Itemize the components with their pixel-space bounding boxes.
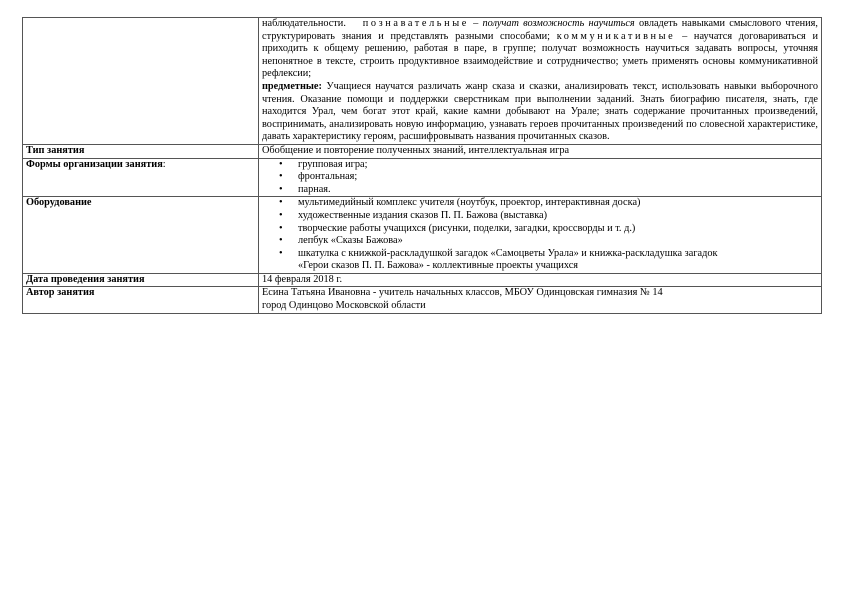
author-value-cell — [259, 287, 822, 313]
author-label: Автор занятия — [23, 287, 259, 313]
list-item: • групповая игра; — [262, 159, 818, 172]
list-item: • лепбук «Сказы Бажова» — [262, 235, 818, 248]
forms-colon: : — [162, 158, 166, 170]
forms-label-cell — [23, 158, 259, 197]
equipment-label: Оборудование — [23, 197, 259, 274]
list-item: • творческие работы учащихся (рисунки, поделки, загадки, кроссворды и т. д.) — [262, 223, 818, 236]
list-item: • парная. — [262, 184, 818, 197]
subject-label: предметные: — [262, 80, 322, 92]
table-row-date — [23, 273, 822, 287]
table-row-results — [23, 18, 822, 145]
forms-value-cell — [259, 158, 822, 197]
list-item: • фронтальная; — [262, 171, 818, 184]
list-item-text: шкатулка с книжкой-раскладушкой загадок «Самоцветы Урала» и книжка-раскладушка загадок — [298, 247, 718, 259]
date-value: 14 февраля 2018 г. — [259, 273, 822, 287]
results-value-cell — [259, 18, 822, 145]
list-item: • художественные издания сказов П. П. Бажова (выставка) — [262, 210, 818, 223]
table-row-author — [23, 287, 822, 313]
lesson-plan-table — [22, 17, 822, 314]
results-paragraph — [262, 18, 818, 81]
type-value: Обобщение и повторение полученных знаний, интеллектуальная игра — [259, 144, 822, 158]
table-row-forms — [23, 158, 822, 197]
author-line-2: город Одинцово Московской области — [262, 300, 426, 312]
equipment-value-cell — [259, 197, 822, 274]
table-row-type — [23, 144, 822, 158]
type-label: Тип занятия — [23, 144, 259, 158]
list-item — [262, 248, 818, 273]
dash: – — [473, 18, 479, 29]
list-item: • мультимедийный комплекс учителя (ноутбук, проектор, интерактивная доска) — [262, 197, 818, 210]
forms-label: Формы организации занятия — [26, 158, 163, 170]
communicative-text: – научатся договариваться и приходить к общему решению, работая в паре, в группе; получат возможность научиться задавать вопросы, уточняя непонятное в тексте, строить продуктивное взаимодействие и сотрудничество; уметь применять основы коммуникативной рефлексии; — [262, 30, 818, 80]
subject-paragraph — [262, 81, 818, 144]
cognitive-text: овладеть навыками смыслового чтения, структурировать знания и представлять разными способами; — [262, 18, 818, 42]
table-row-equipment — [23, 197, 822, 274]
italic-opportunity: получат возможность научиться — [482, 18, 635, 29]
communicative-label: коммуникативные — [556, 30, 676, 42]
forms-list — [262, 159, 818, 197]
list-item-continuation: «Герои сказов П. П. Бажова» - коллективные проекты учащихся — [298, 260, 579, 272]
date-label: Дата проведения занятия — [23, 273, 259, 287]
text-observation: наблюдательности. — [262, 18, 346, 29]
equipment-list — [262, 197, 818, 273]
results-label-cell — [23, 18, 259, 145]
cognitive-label: познавательные — [362, 18, 469, 29]
subject-text: Учащиеся научатся различать жанр сказа и сказки, анализировать текст, использовать навыки выборочного чтения. Оказание помощи и поддержки сверстникам при выполнении заданий. Знать биографию писателя, знать, где находится Урал, чем богат этот край, какие камни добывают на Урале; знать содержание прочитанных произведений, воспринимать, анализировать новую информацию, узнавать героев прочитанных произведений по словесной характеристике, давать характеристику героям, расшифровывать названия прочитанных сказов. — [262, 80, 819, 143]
author-line-1: Есина Татьяна Ивановна - учитель начальных классов, МБОУ Одинцовская гимназия № 14 — [262, 287, 663, 299]
